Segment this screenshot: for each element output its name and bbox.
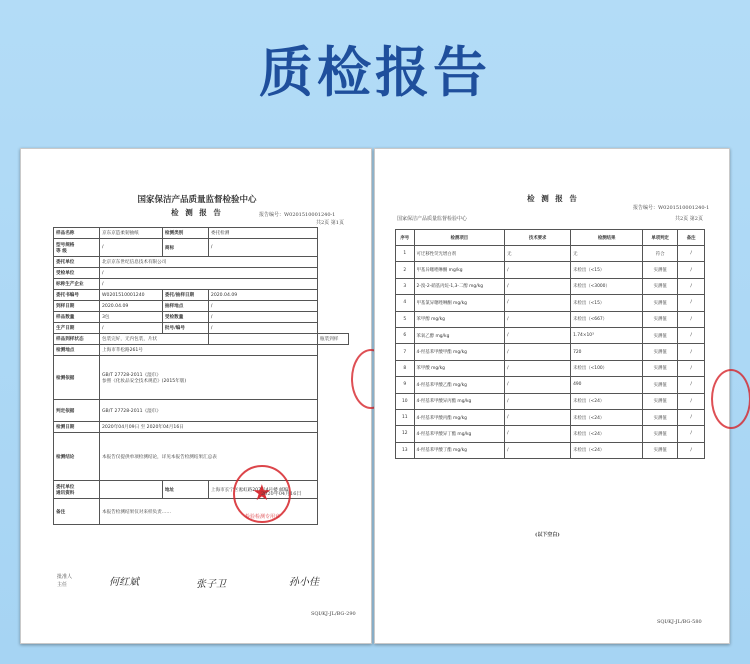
field-value: / [100,279,318,290]
signature-2: 张子卫 [196,579,226,590]
field-value: 本报告仅提供单项检测结论，详见本报告检测结果汇总表 [100,433,318,481]
table-cell: 5 [396,311,415,327]
table-row [396,360,705,376]
table-row [396,442,705,458]
info-row [54,356,349,400]
field-value: GB/T 27728-2011《湿巾》 [100,400,318,422]
field-label: 型号规格 等 级 [54,239,100,257]
table-row [396,311,705,327]
table-cell: 未检出（<24） [571,442,643,458]
table-cell: 4-羟基苯甲酸丙酯 mg/kg [414,409,505,425]
info-row [54,323,349,334]
table-cell: / [678,360,705,376]
table-cell: / [678,344,705,360]
field-value: 上海市莘松路261号 [100,345,318,356]
table-cell: 4-羟基苯甲酸丁酯 mg/kg [414,442,505,458]
column-header: 序号 [396,230,415,246]
table-cell: 4-羟基苯甲酸乙酯 mg/kg [414,377,505,393]
table-cell: 苯甲醇 mg/kg [414,311,505,327]
table-cell: 6 [396,327,415,343]
field-value: 2020.04.09 [208,290,317,301]
table-cell: / [505,360,571,376]
table-cell: 1.74×10³ [571,327,643,343]
info-row [54,290,349,301]
info-row [54,312,349,323]
field-value: / [208,301,317,312]
table-cell: / [505,377,571,393]
info-row [54,257,349,268]
table-cell: 符合 [643,246,678,262]
table-cell: / [678,377,705,393]
column-header: 检测结果 [571,230,643,246]
report-number: 报告编号：W0201510001240-1 [259,212,336,218]
table-row [396,295,705,311]
report-page-2 [374,148,730,644]
field-value: 2020年04月09日 至 2020年04月16日 [100,422,318,433]
field-label: 样品数量 [54,312,100,323]
table-cell: / [678,327,705,343]
table-cell: 苯氧乙醇 mg/kg [414,327,505,343]
table-cell: 720 [571,344,643,360]
table-cell: 4 [396,295,415,311]
field-value: GB/T 27728-2011《湿巾》 参照《化妆品安全技术规范》(2015年版) [100,356,318,400]
table-cell: 实测值 [643,311,678,327]
seam-stamp [711,369,750,429]
field-value [100,481,163,499]
field-label: 检测结论 [54,433,100,481]
table-cell: 未检出（<100） [571,360,643,376]
field-value: / [100,268,318,279]
field-label: 委托/抽样日期 [162,290,208,301]
table-cell: 未检出（<24） [571,426,643,442]
table-cell: 8 [396,360,415,376]
table-cell: / [678,393,705,409]
test-results-table [395,229,705,459]
table-cell: 无 [571,246,643,262]
stamp-date: 2020年04月16日 [261,491,302,497]
table-header [396,230,705,246]
signature-1: 何红斌 [109,577,139,588]
table-cell: / [505,295,571,311]
table-row [396,409,705,425]
field-label: 样品名称 [54,228,100,239]
table-row [396,344,705,360]
table-cell: 4-羟基苯甲酸异丁酯 mg/kg [414,426,505,442]
table-cell: / [678,426,705,442]
field-value: 本报告检测结果仅对来样负责…… [100,499,318,525]
table-cell: / [505,393,571,409]
table-cell: 未检出（<3000） [571,278,643,294]
table-cell: 实测值 [643,262,678,278]
field-value: / [208,239,317,257]
field-value: 瓶装到样 [318,334,349,345]
field-label: 委托单位 [54,257,100,268]
table-cell: 490 [571,377,643,393]
table-cell: / [505,409,571,425]
table-cell: 未检出（<15） [571,295,643,311]
table-cell: 2 [396,262,415,278]
signature-3: 孙小佳 [289,577,319,588]
field-value: 委托检测 [208,228,317,239]
table-row [396,246,705,262]
table-cell: / [505,311,571,327]
table-row [396,327,705,343]
info-row [54,239,349,257]
table-cell: / [678,442,705,458]
table-cell: 未检出（<15） [571,262,643,278]
field-label: 到样日期 [54,301,100,312]
table-cell: 12 [396,426,415,442]
field-label: 检测类别 [162,228,208,239]
table-cell: 7 [396,344,415,360]
page-indicator: 共2页 第1页 [316,220,344,226]
field-value: / [208,312,317,323]
field-label: 判定依据 [54,400,100,422]
field-label: 抽样地点 [162,301,208,312]
field-label: 检测地点 [54,345,100,356]
info-row [54,400,349,422]
field-value: 包装完好，无内包装，片状 [100,334,209,345]
table-cell: / [678,278,705,294]
column-header: 备注 [678,230,705,246]
table-cell: 11 [396,409,415,425]
table-cell: 3 [396,278,415,294]
table-cell: 实测值 [643,426,678,442]
table-cell: 甲基氯异噻唑啉酮 mg/kg [414,295,505,311]
table-cell: / [505,426,571,442]
table-cell: 实测值 [643,344,678,360]
table-cell: / [678,246,705,262]
form-code: SQI/KJ-JL/BG-580 [657,619,702,625]
field-label: 地址 [162,481,208,499]
field-label: 批号/编号 [162,323,208,334]
table-cell: 未检出（<24） [571,409,643,425]
table-cell: / [678,409,705,425]
table-cell: 实测值 [643,278,678,294]
table-cell: 实测值 [643,442,678,458]
info-row [54,334,349,345]
sample-info-table [53,227,349,525]
approver-role: 主任 [57,582,68,588]
table-cell: / [505,344,571,360]
column-header: 单项判定 [643,230,678,246]
page-indicator: 共2页 第2页 [675,216,703,222]
page-title: 质检报告 [259,41,491,104]
table-cell: 实测值 [643,360,678,376]
field-value: 京东京造柔韧抽纸 [100,228,163,239]
table-cell: 实测值 [643,377,678,393]
table-cell: 无 [505,246,571,262]
table-cell: 未检出（<24） [571,393,643,409]
table-cell: 实测值 [643,393,678,409]
field-value: 北京京东世纪信息技术有限公司 [100,257,318,268]
table-row [396,262,705,278]
field-label: 受检数量 [162,312,208,323]
table-cell: / [505,327,571,343]
info-row [54,301,349,312]
info-row [54,481,349,499]
table-cell: / [678,262,705,278]
org-name: 国家保洁产品质量监督检验中心 [397,216,468,222]
field-value: / [100,323,163,334]
table-cell: 4-羟基苯甲酸异丙酯 mg/kg [414,393,505,409]
field-label: 标称生产企业 [54,279,100,290]
field-label: 检测日期 [54,422,100,433]
table-cell: 10 [396,393,415,409]
field-value [208,334,317,345]
table-cell: 实测值 [643,295,678,311]
field-label: 商标 [162,239,208,257]
table-cell: 4-羟基苯甲酸甲酯 mg/kg [414,344,505,360]
field-value: / [208,323,317,334]
report-page-1 [20,148,372,644]
table-cell: 1 [396,246,415,262]
field-value: 3包 [100,312,163,323]
form-code: SQI/KJ-JL/BG-290 [311,611,356,617]
report-heading: 检 测 报 告 [527,194,579,203]
field-value: W0201510001240 [100,290,163,301]
table-cell: 未检出（<667） [571,311,643,327]
field-label: 委托单位 通讯资料 [54,481,100,499]
inspection-stamp: ★ 检验检测专用章 [233,465,291,523]
field-label: 样品到样状态 [54,334,100,345]
org-name: 国家保洁产品质量监督检验中心 [137,195,257,205]
field-label: 检测依据 [54,356,100,400]
info-row [54,345,349,356]
table-cell: 甲基异噻唑啉酮 mg/kg [414,262,505,278]
info-row [54,433,349,481]
approver-label: 批准人 [57,574,73,580]
table-cell: 2-溴-2-硝基丙烷-1,3-二醇 mg/kg [414,278,505,294]
table-row [396,377,705,393]
info-row [54,228,349,239]
table-cell: / [505,278,571,294]
report-number: 报告编号：W0201510001240-1 [633,205,710,211]
column-header: 技术要求 [505,230,571,246]
table-row [396,278,705,294]
table-row [396,426,705,442]
field-label: 生产日期 [54,323,100,334]
table-cell: / [505,262,571,278]
table-cell: 苯甲酸 mg/kg [414,360,505,376]
field-value: 2020.04.09 [100,301,163,312]
table-cell: 实测值 [643,327,678,343]
field-label: 委托书编号 [54,290,100,301]
table-row [396,393,705,409]
info-row [54,268,349,279]
field-value: 上海市长宁区淞虹路207号4号楼 邮编 [208,481,317,499]
report-heading: 检 测 报 告 [171,208,223,217]
info-row [54,422,349,433]
column-header: 检测项目 [414,230,505,246]
table-cell: / [678,295,705,311]
field-label: 受检单位 [54,268,100,279]
field-value: / [100,239,163,257]
table-cell: 实测值 [643,409,678,425]
table-cell: / [505,442,571,458]
table-cell: 13 [396,442,415,458]
table-cell: 9 [396,377,415,393]
end-marker: (以下空白) [535,532,560,538]
table-cell: / [678,311,705,327]
table-cell: 可迁移性荧光增白剂 [414,246,505,262]
info-row [54,499,349,525]
info-row [54,279,349,290]
field-label: 备注 [54,499,100,525]
